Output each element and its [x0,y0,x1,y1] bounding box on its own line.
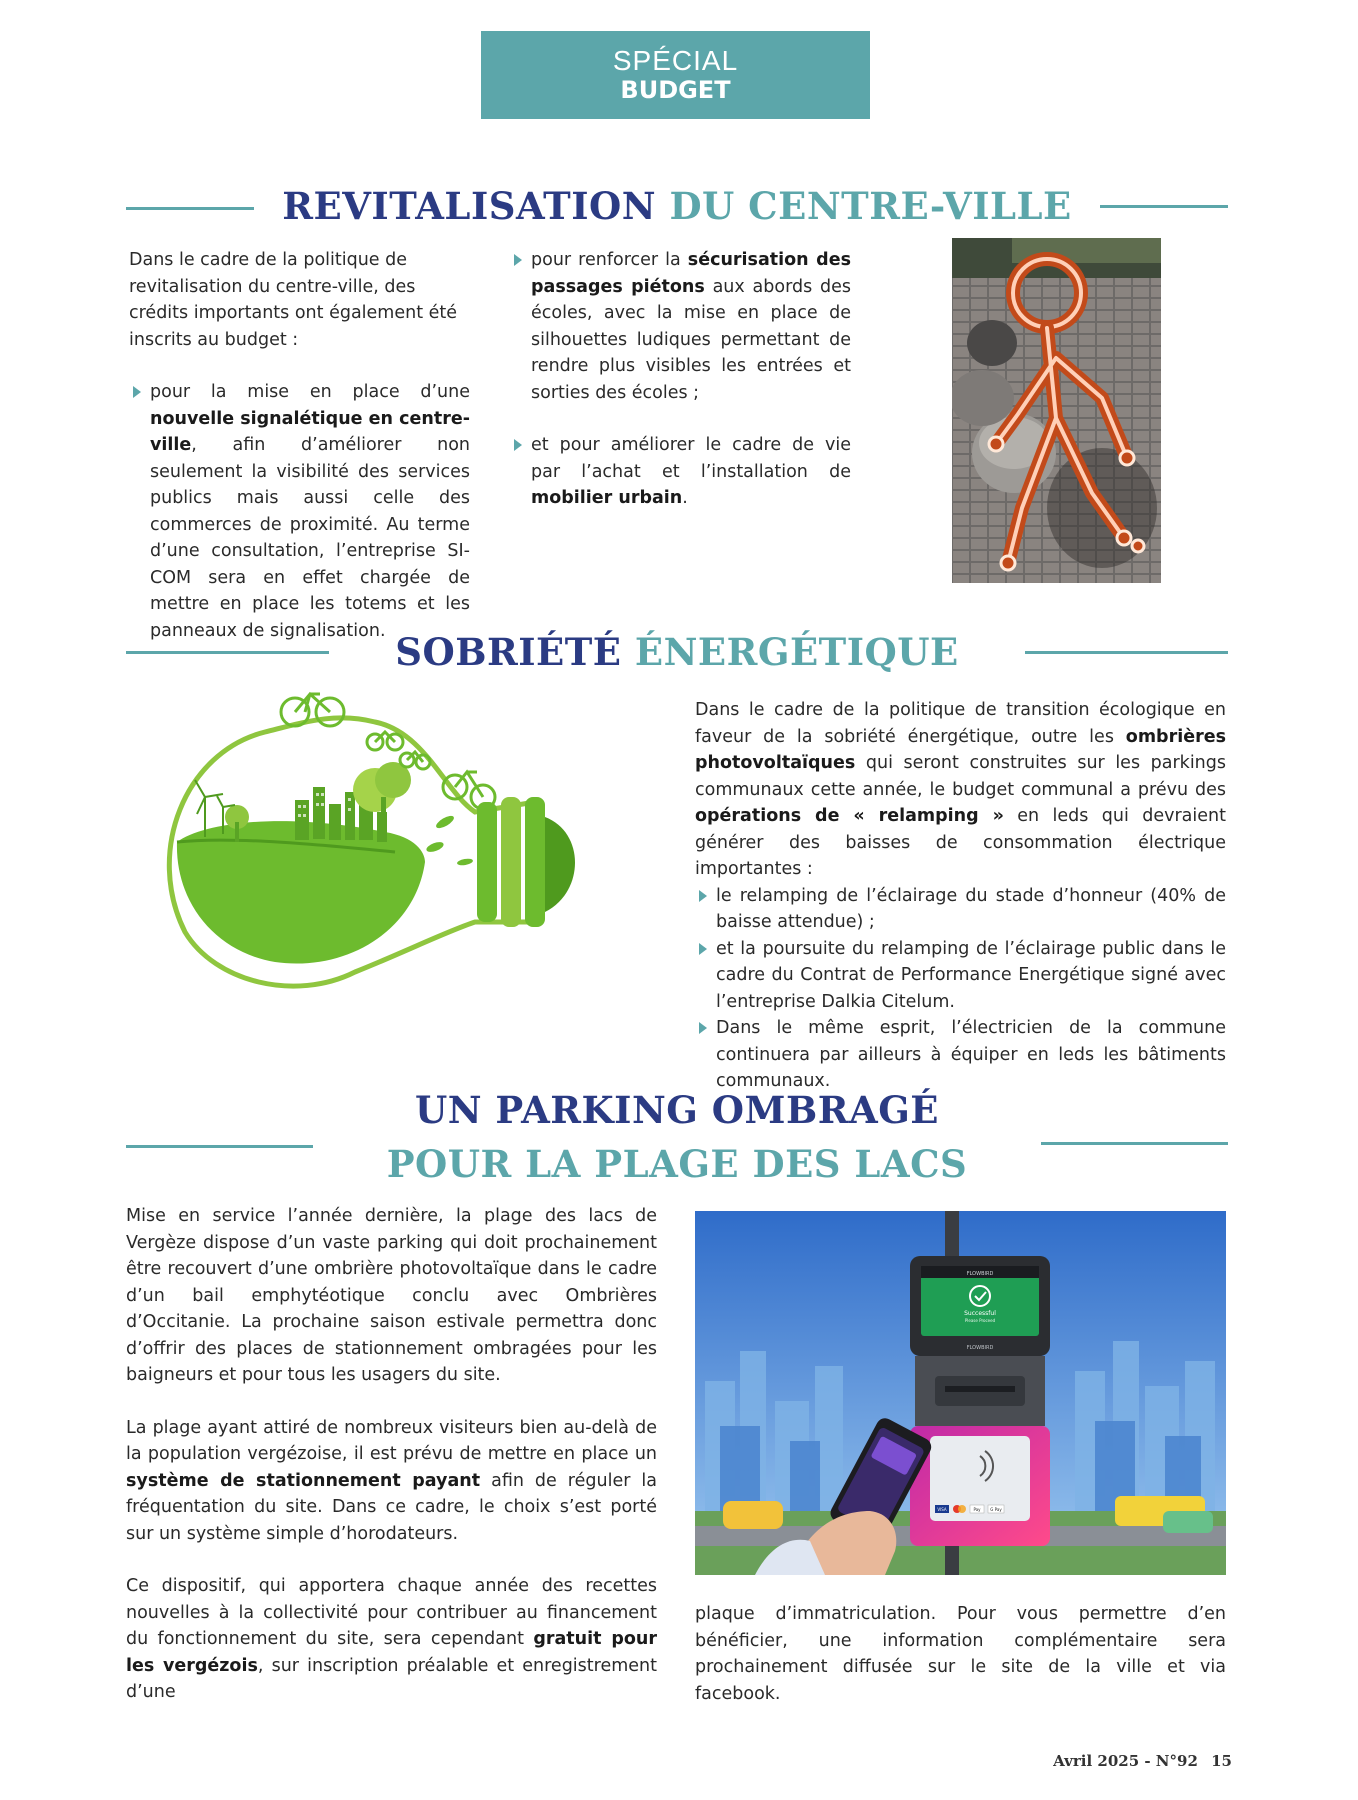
b3-text1: et pour améliorer le cadre de vie par l’achat et l’installation de [531,435,851,482]
s2-text3: en leds qui devraient générer des baisses de consommation électrique importantes : [695,806,1226,879]
s2-bold2: opérations de « relamping » [695,806,1004,826]
section1-title-part2: DU CENTRE-VILLE [669,184,1072,228]
section1-bullet-crossings [510,247,851,406]
terminal-status: Successful [964,1310,996,1317]
footer-issue: Avril 2025 - N°92 [1053,1752,1198,1770]
s3p2-text2: afin de réguler la fréquentation du site. Dans ce cadre, le choix s’est porté sur un système simple d’horodateurs. [126,1470,657,1544]
section1-column1 [129,247,470,644]
section3-rule-left [126,1145,313,1148]
section2-rule-right [1025,651,1228,654]
b1-text2: , afin d’améliorer non seulement la visibilité des services publics mais aussi celle des commerces de proximité. Au terme d’une consultation, l’entreprise SI-COM sera en effet chargée de mettre en place les totems et les panneaux de signalisation. [150,435,470,641]
section2-title-part2: ÉNERGÉTIQUE [634,630,959,674]
section1-bullet-signage [129,379,470,644]
section3-title-line2: POUR LA PLAGE DES LACS [386,1142,968,1186]
section3-p1: Mise en service l’année dernière, la plage des lacs de Vergèze dispose d’un vaste parking qui doit prochainement être recouvert d’une ombrière photovoltaïque dans le cadre d’un bail emphytéotique conclu avec Ombrières d’Occitanie. La prochaine saison estivale permettra donc d’offrir des places de stationnement ombragées pour les baigneurs et pour tous les usagers du site. [126,1206,657,1385]
special-budget-banner [481,31,870,119]
section1-title [254,184,1100,228]
section2-intro [695,697,1226,883]
s3p3-bold: gratuit pour les vergézois [126,1629,657,1676]
section2-rule-left [126,651,329,654]
section2-bullet-public-lighting: et la poursuite du relamping de l’éclairage public dans le cadre du Contrat de Performance Energétique signé avec l’entreprise Dalkia Citelum. [695,936,1226,1016]
b2-text1: pour renforcer la [531,250,688,270]
card-gpay-label: G Pay [990,1507,1002,1512]
section3-p3 [126,1573,657,1706]
section2-text [695,697,1226,1095]
pedestrian-silhouette-photo [952,238,1161,583]
section3-p3-continued: plaque d’immatriculation. Pour vous permettre d’en bénéficier, une information complémentaire sera prochainement diffusée sur le site de la ville et via facebook. [695,1604,1226,1704]
b2-bold: sécurisation des passages piétons [531,250,851,297]
parking-terminal-photo [695,1211,1226,1575]
section3-text-left [126,1203,657,1706]
s3p3-text1: Ce dispositif, qui apportera chaque année des recettes nouvelles à la collectivité pour contribuer au financement du fonctionnement du site, sera cependant [126,1576,657,1649]
card-pay-label: Pay [973,1507,981,1512]
s3p2-bold: système de stationnement payant [126,1470,481,1491]
section2-title-part1: SOBRIÉTÉ [395,630,622,674]
section3-rule-right [1041,1142,1228,1145]
section1-intro: Dans le cadre de la politique de revitalisation du centre-ville, des crédits importants ont également été inscrits au budget : [129,250,458,350]
b2-text2: aux abords des écoles, avec la mise en place de silhouettes ludiques permettant de rendre plus visibles les entrées et sorties des écoles ; [531,276,851,403]
page-footer [1053,1752,1232,1770]
terminal-brand-top: FLOWBIRD [966,1271,994,1277]
banner-line2: BUDGET [620,76,731,104]
banner-line1: SPÉCIAL [612,45,739,76]
s2-text2: qui seront construites sur les parkings communaux cette année, le budget communal a prévu des [695,753,1226,800]
section3-p2 [126,1415,657,1548]
section3-title-line1: UN PARKING OMBRAGÉ [414,1088,940,1132]
section1-column2 [510,247,851,512]
terminal-substatus: Please Proceed [964,1318,996,1323]
s3p3-text2: , sur inscription préalable et enregistrement d’une [126,1655,657,1702]
footer-page-number: 15 [1211,1752,1232,1770]
eco-lightbulb-icon [145,672,625,1012]
eco-bulb-illustration [145,672,625,1012]
section2-title [329,630,1025,674]
card-visa-label: VISA [937,1507,947,1512]
section1-rule-right [1100,205,1228,208]
s3p2-text1: La plage ayant attiré de nombreux visiteurs bien au-delà de la population vergézoise, il est prévu de mettre en place un [126,1417,657,1464]
pedestrian-silhouette-illustration [952,238,1161,583]
section2-bullet-stadium: le relamping de l’éclairage du stade d’honneur (40% de baisse attendue) ; [695,883,1226,936]
section1-bullet-furniture [510,432,851,512]
b1-bold: nouvelle signalétique en centre-ville [150,408,470,455]
s2-bold1: ombrières photovoltaïques [695,726,1226,773]
section3-text-right [695,1601,1226,1707]
parking-meter-illustration [695,1211,1226,1575]
section1-rule-left [126,207,254,210]
b3-text2: . [682,488,688,508]
terminal-brand-bottom: FLOWBIRD [966,1345,994,1351]
b3-bold: mobilier urbain [531,488,683,508]
b1-text1: pour la mise en place d’une [150,382,470,402]
s2-text1: Dans le cadre de la politique de transition écologique en faveur de la sobriété énergétique, outre les [695,700,1226,747]
section1-title-part1: REVITALISATION [282,184,657,228]
section2-bullet-buildings: Dans le même esprit, l’électricien de la commune continuera par ailleurs à équiper en leds les bâtiments communaux. [695,1015,1226,1095]
